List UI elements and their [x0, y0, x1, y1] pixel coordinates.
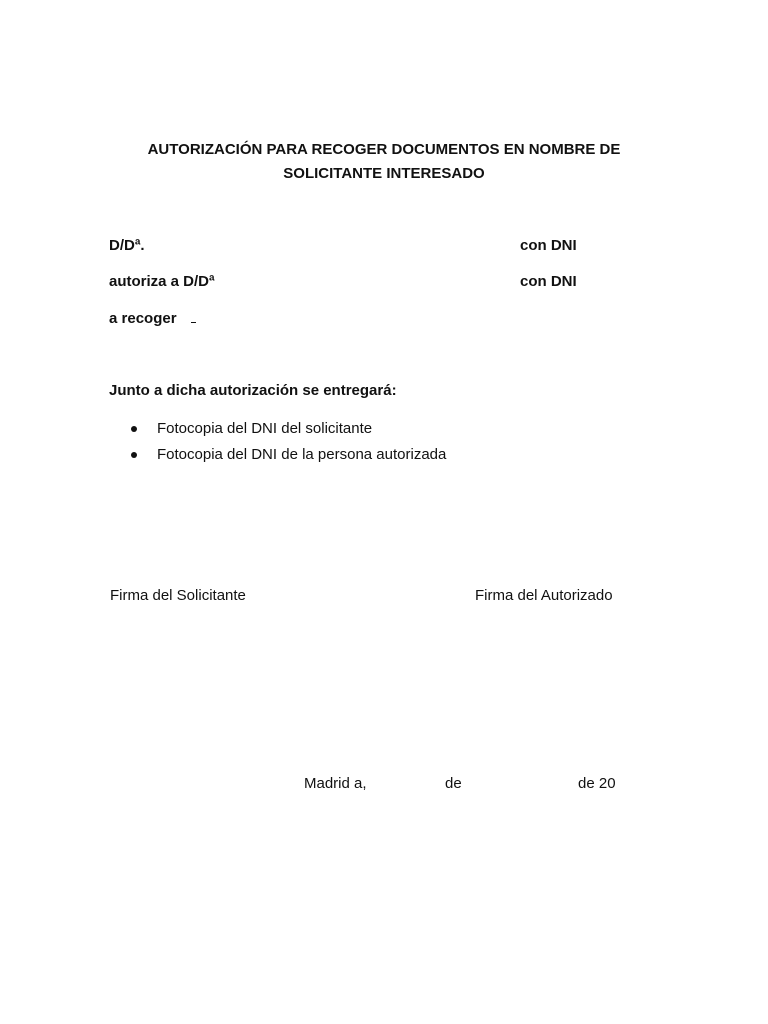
authorized-dni-label: con DNI — [520, 273, 577, 290]
date-of-2: de 20 — [578, 775, 616, 792]
collect-label: a recoger — [109, 310, 177, 327]
collect-blank-mark — [191, 322, 196, 323]
document-title-line1: AUTORIZACIÓN PARA RECOGER DOCUMENTOS EN NOMBRE DE — [147, 141, 621, 158]
authorized-label: autoriza a D/Dª — [109, 273, 215, 290]
attachments-heading: Junto a dicha autorización se entregará: — [109, 382, 397, 399]
date-place: Madrid a, — [304, 775, 367, 792]
date-of-1: de — [445, 775, 462, 792]
list-item — [131, 442, 446, 468]
attachments-list — [131, 416, 446, 468]
list-item — [131, 416, 446, 442]
applicant-dni-label: con DNI — [520, 237, 577, 254]
bullet-icon — [131, 452, 137, 458]
applicant-signature-label: Firma del Solicitante — [110, 587, 246, 604]
authorized-signature-label: Firma del Autorizado — [475, 587, 613, 604]
attachment-text: Fotocopia del DNI del solicitante — [157, 420, 373, 437]
applicant-label: D/Dª. — [109, 237, 145, 254]
attachment-text: Fotocopia del DNI de la persona autorizada — [157, 446, 447, 463]
document-title-line2: SOLICITANTE INTERESADO — [283, 165, 485, 182]
bullet-icon — [131, 426, 137, 432]
